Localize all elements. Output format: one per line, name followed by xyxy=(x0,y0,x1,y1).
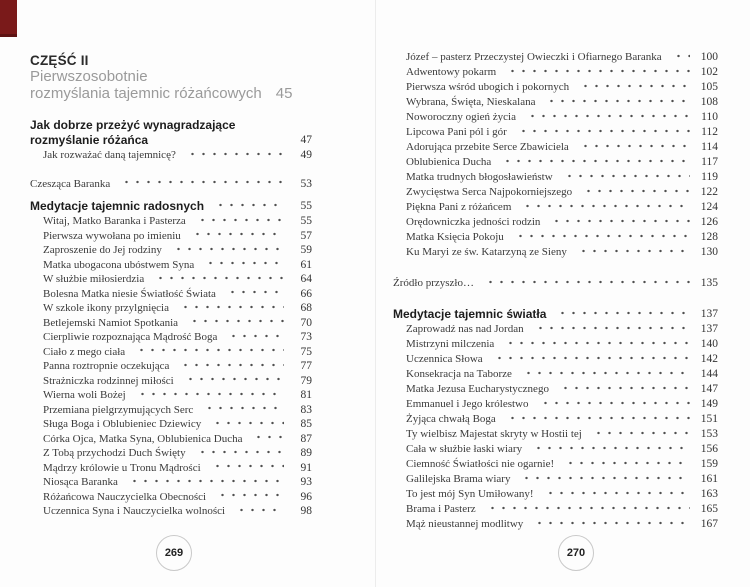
toc-entry-title: Zwycięstwa Serca Najpokorniejszego xyxy=(406,186,573,198)
toc-entry-title: Ty wielbisz Majestat skryty w Hostii tej xyxy=(406,428,582,440)
toc-entry-page: 142 xyxy=(700,353,718,365)
dot-leader xyxy=(208,419,284,431)
toc-entry-page: 73 xyxy=(300,331,312,343)
toc-entry-page: 102 xyxy=(700,66,718,78)
toc-entry xyxy=(393,185,718,200)
toc-entry-title: Matka Jezusa Eucharystycznego xyxy=(406,383,549,395)
toc-entry-page: 64 xyxy=(300,273,312,285)
toc-entry xyxy=(393,110,718,125)
toc-entry-page: 117 xyxy=(701,156,718,168)
toc-entry-title: Pierwsza wśród ubogich i pokornych xyxy=(406,81,570,93)
toc-entry xyxy=(30,490,312,505)
toc-entry xyxy=(393,170,718,185)
toc-entry-title: Orędowniczka jedności rodzin xyxy=(406,216,541,228)
toc-gap xyxy=(393,291,718,307)
toc-entry-title: Matka ubogacona ubóstwem Syna xyxy=(43,258,195,271)
toc-entry-page: 81 xyxy=(300,389,312,401)
dot-leader xyxy=(531,324,690,336)
toc-entry xyxy=(30,504,312,519)
toc-entry-title: Przemiana pielgrzymujących Serc xyxy=(43,403,194,416)
toc-entry-page: 137 xyxy=(700,308,718,320)
toc-entry-page: 114 xyxy=(701,141,718,153)
toc-entry xyxy=(393,337,718,352)
toc-entry xyxy=(393,80,718,95)
toc-entry xyxy=(393,307,718,322)
toc-entry-title: Ciemność Światłości nie ogarnie! xyxy=(406,458,555,470)
dot-leader xyxy=(541,489,690,501)
toc-entry xyxy=(393,397,718,412)
toc-entry xyxy=(393,352,718,367)
dot-leader xyxy=(517,474,690,486)
toc-entry xyxy=(393,367,718,382)
part-subtitle-line-2 xyxy=(30,86,375,103)
toc-entry xyxy=(30,243,312,258)
page-number-right: 270 xyxy=(566,547,586,559)
toc-entry-page: 79 xyxy=(300,374,312,387)
toc-list-left xyxy=(30,118,312,519)
toc-entry xyxy=(30,359,312,374)
toc-entry-title: Piękna Pani z różańcem xyxy=(406,201,512,213)
toc-entry-title: Adwentowy pokarm xyxy=(406,66,497,78)
dot-leader xyxy=(249,433,284,445)
toc-entry xyxy=(393,457,718,472)
dot-leader xyxy=(183,150,284,162)
toc-entry-page: 59 xyxy=(300,244,312,256)
toc-entry xyxy=(393,125,718,140)
toc-entry xyxy=(393,140,718,155)
toc-entry-page: 55 xyxy=(300,215,312,227)
toc-entry-title: Różańcowa Nauczycielka Obecności xyxy=(43,490,207,503)
toc-entry-title: Lipcowa Pani pól i gór xyxy=(406,126,507,138)
toc-entry xyxy=(30,432,312,447)
toc-entry-title: Czesząca Baranka xyxy=(30,177,111,190)
toc-entry-title: Uczennica Syna i Nauczycielka wolności xyxy=(43,505,226,517)
dot-leader xyxy=(542,97,690,109)
dot-leader xyxy=(176,361,284,373)
toc-entry-page: 128 xyxy=(700,231,718,243)
dot-leader xyxy=(490,354,690,366)
dot-leader xyxy=(201,259,284,271)
toc-entry xyxy=(30,388,312,403)
toc-entry xyxy=(30,330,312,345)
toc-entry-title: Ciało z mego ciała xyxy=(43,345,126,358)
toc-entry xyxy=(30,403,312,418)
dot-leader xyxy=(132,346,284,358)
toc-entry-title: Jak dobrze przeżyć wynagradzające rozmyślanie różańca xyxy=(30,118,236,147)
dot-leader xyxy=(498,157,690,169)
toc-entry-title: To jest mój Syn Umiłowany! xyxy=(406,488,534,500)
toc-entry-page: 68 xyxy=(300,302,312,314)
toc-entry-title: Źródło przyszło… xyxy=(393,277,474,289)
toc-entry xyxy=(30,177,312,192)
dot-leader xyxy=(576,142,690,154)
toc-entry-title: Pierwsza wywołana po imieniu xyxy=(43,229,181,242)
toc-entry-page: 124 xyxy=(700,201,718,213)
toc-entry-title: Mąż nieustannej modlitwy xyxy=(406,518,524,530)
toc-entry-title: Adorująca przebite Serce Zbawiciela xyxy=(406,141,569,153)
dot-leader xyxy=(511,232,690,244)
toc-entry-page: 85 xyxy=(300,418,312,430)
toc-entry-page: 96 xyxy=(300,490,312,503)
toc-entry-page: 83 xyxy=(300,403,312,416)
toc-entry xyxy=(30,301,312,316)
toc-entry xyxy=(393,215,718,230)
dot-leader xyxy=(188,230,284,242)
toc-entry-page: 57 xyxy=(300,229,312,242)
part-subtitle-line-1: Pierwszosobotnie xyxy=(30,68,148,85)
toc-entry-page: 100 xyxy=(700,51,718,63)
dot-leader xyxy=(169,245,284,257)
toc-gap xyxy=(30,163,312,177)
toc-entry-page: 112 xyxy=(701,126,718,138)
toc-entry xyxy=(30,417,312,432)
dot-leader xyxy=(232,506,284,518)
dot-leader xyxy=(503,67,690,79)
toc-entry xyxy=(30,446,312,461)
toc-entry-title: Panna roztropnie oczekująca xyxy=(43,360,170,372)
page-number-badge-left xyxy=(156,535,192,571)
toc-entry xyxy=(30,148,312,163)
toc-entry-title: Matka trudnych błogosławieństw xyxy=(406,171,553,183)
toc-entry-title: Mądrzy królowie u Tronu Mądrości xyxy=(43,461,201,474)
toc-entry-page: 119 xyxy=(701,171,718,183)
toc-entry-title: Wierna woli Bożej xyxy=(43,389,126,401)
toc-entry-title: Niosąca Baranka xyxy=(43,476,118,488)
dot-leader xyxy=(151,274,284,286)
dot-leader xyxy=(176,303,284,315)
dot-leader xyxy=(523,112,690,124)
dot-leader xyxy=(530,519,690,531)
toc-entry xyxy=(393,427,718,442)
dot-leader xyxy=(224,332,284,344)
toc-entry-page: 77 xyxy=(300,360,312,372)
dot-leader xyxy=(185,317,284,329)
toc-entry xyxy=(393,230,718,245)
toc-entry xyxy=(30,374,312,389)
dot-leader xyxy=(589,429,690,441)
dot-leader xyxy=(561,459,690,471)
toc-entry-page: 159 xyxy=(700,458,718,470)
dot-leader xyxy=(133,390,284,402)
toc-entry-page: 153 xyxy=(700,428,718,440)
toc-entry xyxy=(393,502,718,517)
part-subtitle xyxy=(30,69,375,102)
toc-entry-title: Uczennica Słowa xyxy=(406,353,483,365)
toc-entry-title: Żyjąca chwałą Boga xyxy=(406,413,496,425)
toc-entry-title: Medytacje tajemnic światła xyxy=(393,307,547,321)
toc-entry xyxy=(393,200,718,215)
toc-entry xyxy=(30,118,312,148)
dot-leader xyxy=(193,216,284,228)
toc-entry xyxy=(393,487,718,502)
dot-leader xyxy=(181,375,284,387)
toc-entry-page: 53 xyxy=(300,177,312,190)
toc-entry-page: 87 xyxy=(300,432,312,445)
dot-leader xyxy=(193,448,284,460)
toc-entry-title: Medytacje tajemnic radosnych xyxy=(30,199,205,213)
toc-entry-page: 91 xyxy=(300,461,312,474)
toc-entry-page: 140 xyxy=(700,338,718,350)
toc-entry xyxy=(393,442,718,457)
toc-entry-page: 93 xyxy=(300,476,312,488)
toc-entry-title: Noworoczny ogień życia xyxy=(406,111,516,123)
dot-leader xyxy=(556,384,690,396)
toc-entry xyxy=(30,199,312,214)
toc-entry-page: 105 xyxy=(700,81,718,93)
toc-entry-title: Cierpliwie rozpoznająca Mądrość Boga xyxy=(43,331,218,343)
toc-gap xyxy=(393,260,718,276)
dot-leader xyxy=(501,339,690,351)
toc-entry-title: Zaprowadź nas nad Jordan xyxy=(406,323,524,335)
toc-entry-title: Mistrzyni milczenia xyxy=(406,338,495,350)
toc-gap xyxy=(30,191,312,199)
toc-entry-page: 108 xyxy=(700,96,718,108)
toc-entry-page: 49 xyxy=(300,149,312,161)
dot-leader xyxy=(536,399,690,411)
toc-entry xyxy=(30,214,312,229)
toc-entry xyxy=(30,258,312,273)
toc-entry xyxy=(30,345,312,360)
toc-entry-page: 165 xyxy=(700,503,718,515)
dot-leader xyxy=(547,217,690,229)
toc-entry-page: 147 xyxy=(700,383,718,395)
dot-leader xyxy=(576,82,690,94)
toc-entry-title: Galilejska Brama wiary xyxy=(406,473,511,485)
toc-entry xyxy=(393,322,718,337)
toc-entry-title: Konsekracja na Taborze xyxy=(406,368,512,380)
dot-leader xyxy=(560,172,690,184)
toc-entry-page: 122 xyxy=(700,186,718,198)
dot-leader xyxy=(200,404,284,416)
dot-leader xyxy=(669,52,690,64)
toc-entry-page: 161 xyxy=(700,473,718,485)
toc-entry-title: Bolesna Matka niesie Światłość Świata xyxy=(43,287,216,300)
toc-entry xyxy=(393,65,718,80)
part-heading: CZĘŚĆ II xyxy=(30,53,89,68)
toc-entry-title: Cała w służbie łaski wiary xyxy=(406,443,523,455)
dot-leader xyxy=(518,202,690,214)
toc-entry-page: 144 xyxy=(700,368,718,380)
toc-entry-title: Strażniczka rodzinnej miłości xyxy=(43,374,174,387)
dot-leader xyxy=(519,369,690,381)
toc-entry-page: 137 xyxy=(700,323,718,335)
toc-entry-title: Zaproszenie do Jej rodziny xyxy=(43,244,162,256)
toc-entry-page: 61 xyxy=(300,258,312,271)
dot-leader xyxy=(223,288,284,300)
dot-leader xyxy=(280,135,284,147)
toc-entry-title: Brama i Pasterz xyxy=(406,503,476,515)
toc-entry-title: Z Tobą przychodzi Duch Święty xyxy=(43,447,186,459)
toc-entry xyxy=(393,517,718,532)
toc-entry xyxy=(30,229,312,244)
toc-entry-page: 89 xyxy=(300,447,312,459)
dot-leader xyxy=(213,491,284,503)
dot-leader xyxy=(117,178,284,190)
toc-entry-title: Oblubienica Ducha xyxy=(406,156,492,168)
toc-entry-title: Witaj, Matko Baranka i Pasterza xyxy=(43,215,186,227)
dot-leader xyxy=(125,477,284,489)
toc-entry xyxy=(393,276,718,291)
toc-list-right xyxy=(393,50,718,532)
toc-entry-title: Sługa Boga i Oblubieniec Dziewicy xyxy=(43,418,202,430)
toc-entry-page: 75 xyxy=(300,345,312,358)
toc-entry-page: 55 xyxy=(300,200,312,212)
toc-entry xyxy=(393,382,718,397)
toc-entry-page: 156 xyxy=(700,443,718,455)
toc-entry xyxy=(393,412,718,427)
toc-entry-page: 163 xyxy=(700,488,718,500)
toc-entry-page: 66 xyxy=(300,287,312,300)
toc-entry-title: Betlejemski Namiot Spotkania xyxy=(43,316,179,329)
toc-entry-title: Wybrana, Święta, Nieskalana xyxy=(406,96,536,108)
dot-leader xyxy=(481,278,690,290)
dot-leader xyxy=(503,414,690,426)
right-page xyxy=(375,0,750,587)
toc-entry xyxy=(393,472,718,487)
toc-entry-title: Józef – pasterz Przeczystej Owieczki i Ofiarnego Baranka xyxy=(406,51,662,63)
toc-entry xyxy=(30,475,312,490)
dot-leader xyxy=(553,309,690,321)
part-subtitle-text: rozmyślania tajemnic różańcowych xyxy=(30,84,262,102)
toc-entry-page: 167 xyxy=(700,518,718,530)
dot-leader xyxy=(574,247,690,259)
toc-entry-page: 98 xyxy=(300,505,312,517)
toc-entry-page: 135 xyxy=(700,277,718,289)
toc-entry-title: Jak rozważać daną tajemnicę? xyxy=(43,149,176,161)
toc-entry-title: Matka Księcia Pokoju xyxy=(406,231,504,243)
toc-entry xyxy=(30,316,312,331)
toc-entry-title: Córka Ojca, Matka Syna, Oblubienica Ducha xyxy=(43,432,243,445)
page-number-badge-right xyxy=(558,535,594,571)
dot-leader xyxy=(579,187,690,199)
toc-entry-page: 130 xyxy=(700,246,718,258)
page-number-left: 269 xyxy=(164,547,184,559)
toc-entry-page: 110 xyxy=(701,111,718,123)
toc-entry xyxy=(30,272,312,287)
toc-entry-page: 70 xyxy=(300,316,312,329)
part-subtitle-page: 45 xyxy=(275,84,293,102)
toc-entry xyxy=(30,287,312,302)
toc-entry xyxy=(393,245,718,260)
toc-entry-page: 149 xyxy=(700,398,718,410)
toc-entry-title: Ku Maryi ze św. Katarzyną ze Sieny xyxy=(406,246,567,258)
dot-leader xyxy=(211,201,284,213)
toc-entry-page: 126 xyxy=(700,216,718,228)
toc-entry xyxy=(393,95,718,110)
toc-entry-title: W szkole ikony przylgnięcia xyxy=(43,302,169,314)
dot-leader xyxy=(514,127,690,139)
toc-entry xyxy=(393,155,718,170)
toc-entry-title: Emmanuel i Jego królestwo xyxy=(406,398,529,410)
toc-entry-page: 47 xyxy=(300,134,312,146)
toc-entry-page: 151 xyxy=(700,413,718,425)
toc-entry-title: W służbie miłosierdzia xyxy=(43,273,145,285)
dot-leader xyxy=(529,444,690,456)
toc-entry xyxy=(30,461,312,476)
toc-entry xyxy=(393,50,718,65)
dot-leader xyxy=(208,462,284,474)
dot-leader xyxy=(483,504,690,516)
